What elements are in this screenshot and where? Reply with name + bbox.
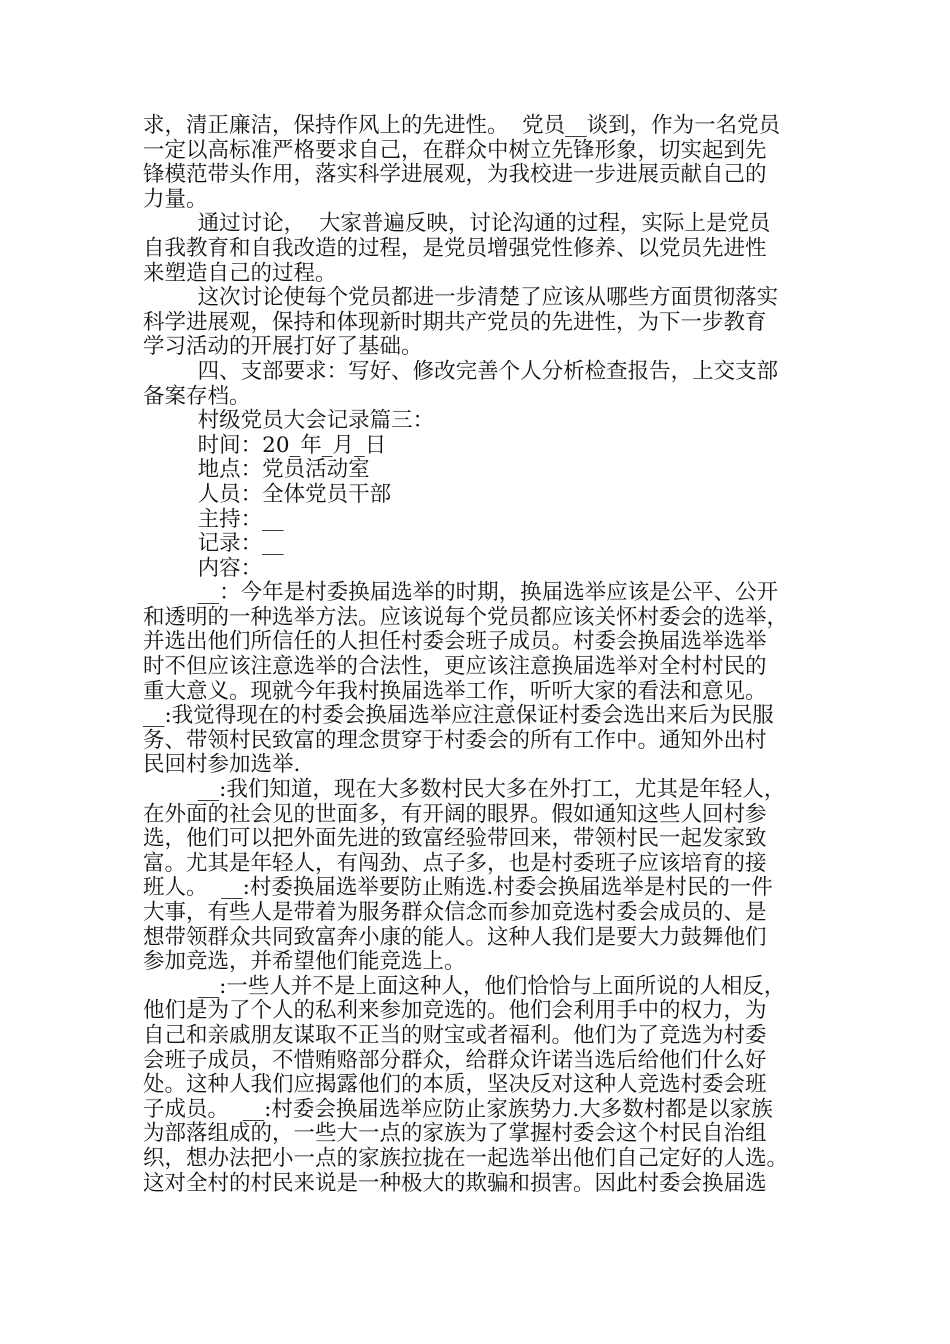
text-line: 参加竞选，并希望他们能竞选上。: [143, 949, 466, 975]
text-line: 民回村参加选举.: [143, 752, 301, 778]
text-line: 班人。 __:村委换届选举要防止贿选.村委会换届选举是村民的一件: [143, 875, 773, 901]
text-line: 地点：党员活动室: [143, 457, 370, 483]
text-line: 务、带领村民致富的理念贯穿于村委会的所有工作中。通知外出村: [143, 727, 767, 753]
text-line: 织，想办法把小一点的家族拉拢在一起选举出他们自己定好的人选。: [143, 1145, 789, 1171]
text-line: 时不但应该注意选举的合法性，更应该注意换届选举对全村村民的: [143, 654, 767, 680]
text-line: 内容：: [143, 555, 263, 581]
text-line: 记录：__: [143, 531, 284, 557]
text-line: 人员：全体党员干部: [143, 481, 392, 507]
text-line: 备案存档。: [143, 383, 251, 409]
text-line: 自我教育和自我改造的过程，是党员增强党性修养、以党员先进性: [143, 235, 767, 261]
text-line: 求，清正廉洁，保持作风上的先进性。 党员__谈到，作为一名党员: [143, 113, 781, 138]
text-line: 力量。: [143, 186, 208, 212]
text-line: 选，他们可以把外面先进的致富经验带回来，带领村民一起发家致: [143, 826, 767, 852]
text-line: 自己和亲戚朋友谋取不正当的财宝或者福利。他们为了竞选为村委: [143, 1022, 767, 1048]
text-line: 科学进展观，保持和体现新时期共产党员的先进性，为下一步教育: [143, 309, 767, 335]
text-line: __：今年是村委换届选举的时期，换届选举应该是公平、公开: [143, 580, 779, 606]
text-line: 子成员。 __:村委会换届选举应防止家族势力.大多数村都是以家族: [143, 1096, 773, 1122]
text-line: 重大意义。现就今年我村换届选举工作，听听大家的看法和意见。: [143, 678, 767, 704]
text-line: 为部落组成的，一些大一点的家族为了掌握村委会这个村民自治组: [143, 1121, 767, 1147]
text-line: __:一些人并不是上面这种人，他们恰恰与上面所说的人相反，: [143, 973, 786, 999]
text-line: 想带领群众共同致富奔小康的能人。这种人我们是要大力鼓舞他们: [143, 924, 767, 950]
text-line: 处。这种人我们应揭露他们的本质，坚决反对这种人竞选村委会班: [143, 1072, 767, 1098]
text-line: 学习活动的开展打好了基础。: [143, 334, 423, 360]
text-line: 时间：20_年_月_日: [143, 432, 387, 458]
text-line: 并选出他们所信任的人担任村委会班子成员。村委会换届选举选举: [143, 629, 767, 655]
text-line: 主持：__: [143, 506, 284, 532]
text-line: __:我们知道，现在大多数村民大多在外打工，尤其是年轻人，: [143, 777, 786, 803]
text-line: __:我觉得现在的村委会换届选举应注意保证村委会选出来后为民服: [143, 703, 774, 729]
text-line: 通过讨论， 大家普遍反映，讨论沟通的过程，实际上是党员: [143, 211, 771, 237]
text-line: 富。尤其是年轻人，有闯劲、点子多，也是村委班子应该培育的接: [143, 850, 767, 876]
text-line: 大事，有些人是带着为服务群众信念而参加竞选村委会成员的、是: [143, 900, 767, 925]
text-line: 他们是为了个人的私利来参加竞选的。他们会利用手中的权力，为: [143, 998, 767, 1024]
text-line: 会班子成员，不惜贿赂部分群众，给群众许诺当选后给他们什么好: [143, 1047, 767, 1073]
text-line: 锋模范带头作用，落实科学进展观，为我校进一步进展贡献自己的: [143, 162, 767, 188]
text-line: 这次讨论使每个党员都进一步清楚了应该从哪些方面贯彻落实: [143, 285, 779, 311]
text-line: 和透明的一种选举方法。应该说每个党员都应该关怀村委会的选举，: [143, 604, 789, 630]
text-line: 村级党员大会记录篇三：: [143, 408, 435, 434]
text-line: 一定以高标准严格要求自己，在群众中树立先锋形象，切实起到先: [143, 137, 767, 163]
document-body: [143, 114, 814, 1196]
text-line: 来塑造自己的过程。: [143, 260, 337, 286]
text-line: 四、支部要求：写好、修改完善个人分析检查报告，上交支部: [143, 358, 779, 384]
text-line: 这对全村的村民来说是一种极大的欺骗和损害。因此村委会换届选: [143, 1170, 767, 1196]
text-line: 在外面的社会见的世面多，有开阔的眼界。假如通知这些人回村参: [143, 801, 767, 827]
